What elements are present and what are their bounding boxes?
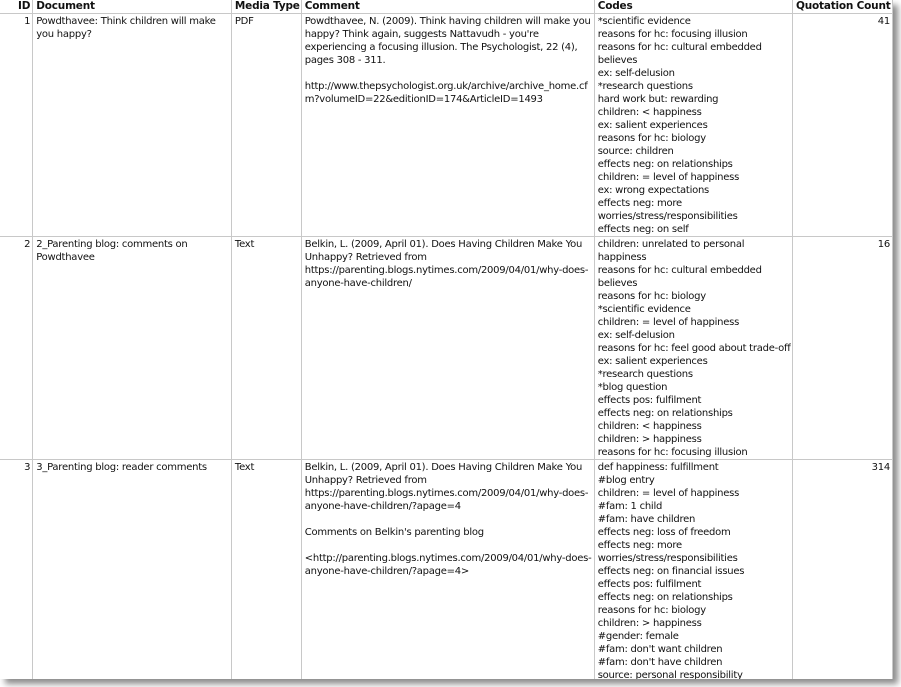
cell-document[interactable]: 2_Parenting blog: comments on Powdthavee: [33, 237, 232, 460]
code-item: #fam: don't have children: [597, 657, 723, 668]
comment-paragraph: Belkin, L. (2009, April 01). Does Having Children Make You Unhappy? Retrieved from https://parenting.blogs.nytimes.com/2009/04/01/why-does-anyone-have-children/?apage=4: [304, 462, 589, 512]
column-header-media-type[interactable]: Media Type: [231, 0, 301, 14]
code-item: ex: self-delusion: [597, 330, 675, 341]
code-item: #fam: have children: [597, 514, 696, 525]
code-item: children: = level of happiness: [597, 488, 740, 499]
comment-paragraph: Powdthavee, N. (2009). Think having children will make you happy? Think again, suggests Nattavudh - you're experiencing a focusing illusion. The Psychologist, 22 (4), pages 308 - 311.: [304, 16, 591, 66]
cell-id[interactable]: 2: [0, 237, 33, 460]
cell-id[interactable]: 1: [0, 14, 33, 237]
cell-document[interactable]: 3_Parenting blog: reader comments: [33, 460, 232, 680]
code-item: children: < happiness: [597, 421, 702, 432]
code-item: reasons for hc: biology: [597, 291, 706, 302]
cell-quotation-count[interactable]: 314: [792, 460, 892, 680]
code-item: ex: salient experiences: [597, 356, 708, 367]
code-item: *research questions: [597, 369, 693, 380]
code-item: reasons for hc: feel good about trade-off: [597, 343, 791, 354]
code-item: source: children: [597, 146, 674, 157]
code-item: #fam: don't want children: [597, 644, 723, 655]
code-item: reasons for hc: biology: [597, 133, 706, 144]
code-item: reasons for hc: biology: [597, 605, 706, 616]
code-item: children: unrelated to personal happiness: [597, 239, 745, 263]
code-item: *blog question: [597, 382, 668, 393]
code-item: *research questions: [597, 81, 693, 92]
column-header-codes[interactable]: Codes: [594, 0, 792, 14]
table-row[interactable]: [0, 14, 893, 237]
code-item: effects neg: on financial issues: [597, 566, 745, 577]
code-item: effects neg: on relationships: [597, 159, 733, 170]
code-item: effects pos: fulfilment: [597, 579, 702, 590]
code-item: effects neg: loss of freedom: [597, 527, 731, 538]
code-item: effects neg: more worries/stress/responsibilities: [597, 198, 738, 222]
code-item: #blog entry: [597, 475, 655, 486]
code-item: children: < happiness: [597, 107, 702, 118]
cell-codes[interactable]: [594, 237, 792, 460]
code-item: children: > happiness: [597, 434, 702, 445]
code-item: effects neg: more worries/stress/responsibilities: [597, 540, 738, 564]
cell-comment[interactable]: [301, 460, 594, 680]
code-item: ex: salient experiences: [597, 120, 708, 131]
code-item: effects neg: on self: [597, 224, 689, 235]
code-item: reasons for hc: focusing illusion: [597, 447, 748, 458]
cell-quotation-count[interactable]: 41: [792, 14, 892, 237]
code-item: effects neg: on relationships: [597, 408, 733, 419]
cell-codes[interactable]: [594, 460, 792, 680]
column-header-quotation-count[interactable]: Quotation Count: [792, 0, 892, 14]
cell-codes[interactable]: [594, 14, 792, 237]
code-item: source: personal responsibility: [597, 670, 743, 679]
code-item: #gender: female: [597, 631, 679, 642]
code-item: def happiness: fulfillment: [597, 462, 719, 473]
cell-document[interactable]: Powdthavee: Think children will make you happy?: [33, 14, 232, 237]
comment-paragraph: Comments on Belkin's parenting blog: [304, 527, 484, 538]
code-item: *scientific evidence: [597, 16, 691, 27]
code-item: children: = level of happiness: [597, 172, 740, 183]
column-header-comment[interactable]: Comment: [301, 0, 594, 14]
code-item: effects neg: on relationships: [597, 592, 733, 603]
code-item: children: = level of happiness: [597, 317, 740, 328]
table-row[interactable]: [0, 460, 893, 680]
code-item: #fam: 1 child: [597, 501, 663, 512]
code-item: *scientific evidence: [597, 304, 691, 315]
code-item: ex: self-delusion: [597, 68, 675, 79]
code-item: reasons for hc: focusing illusion: [597, 29, 748, 40]
cell-media-type[interactable]: Text: [231, 460, 301, 680]
code-item: reasons for hc: cultural embedded believes: [597, 42, 762, 66]
code-item: hard work but: rewarding: [597, 94, 719, 105]
code-item: children: > happiness: [597, 618, 702, 629]
cell-id[interactable]: 3: [0, 460, 33, 680]
comment-paragraph: <http://parenting.blogs.nytimes.com/2009/04/01/why-does-anyone-have-children/?apage=4>: [304, 553, 592, 577]
cell-quotation-count[interactable]: 16: [792, 237, 892, 460]
cell-media-type[interactable]: Text: [231, 237, 301, 460]
comment-paragraph: Belkin, L. (2009, April 01). Does Having Children Make You Unhappy? Retrieved from https://parenting.blogs.nytimes.com/2009/04/01/why-does-anyone-have-children/: [304, 239, 589, 289]
cell-comment[interactable]: [301, 14, 594, 237]
cell-media-type[interactable]: PDF: [231, 14, 301, 237]
code-item: ex: wrong expectations: [597, 185, 710, 196]
comment-paragraph: http://www.thepsychologist.org.uk/archive/archive_home.cfm?volumeID=22&editionID=174&ArticleID=1493: [304, 81, 588, 105]
column-header-document[interactable]: Document: [33, 0, 232, 14]
header-row: [0, 0, 893, 14]
table-row[interactable]: [0, 237, 893, 460]
column-header-id[interactable]: ID: [0, 0, 33, 14]
code-item: reasons for hc: cultural embedded believes: [597, 265, 762, 289]
code-item: effects pos: fulfilment: [597, 395, 702, 406]
cell-comment[interactable]: [301, 237, 594, 460]
